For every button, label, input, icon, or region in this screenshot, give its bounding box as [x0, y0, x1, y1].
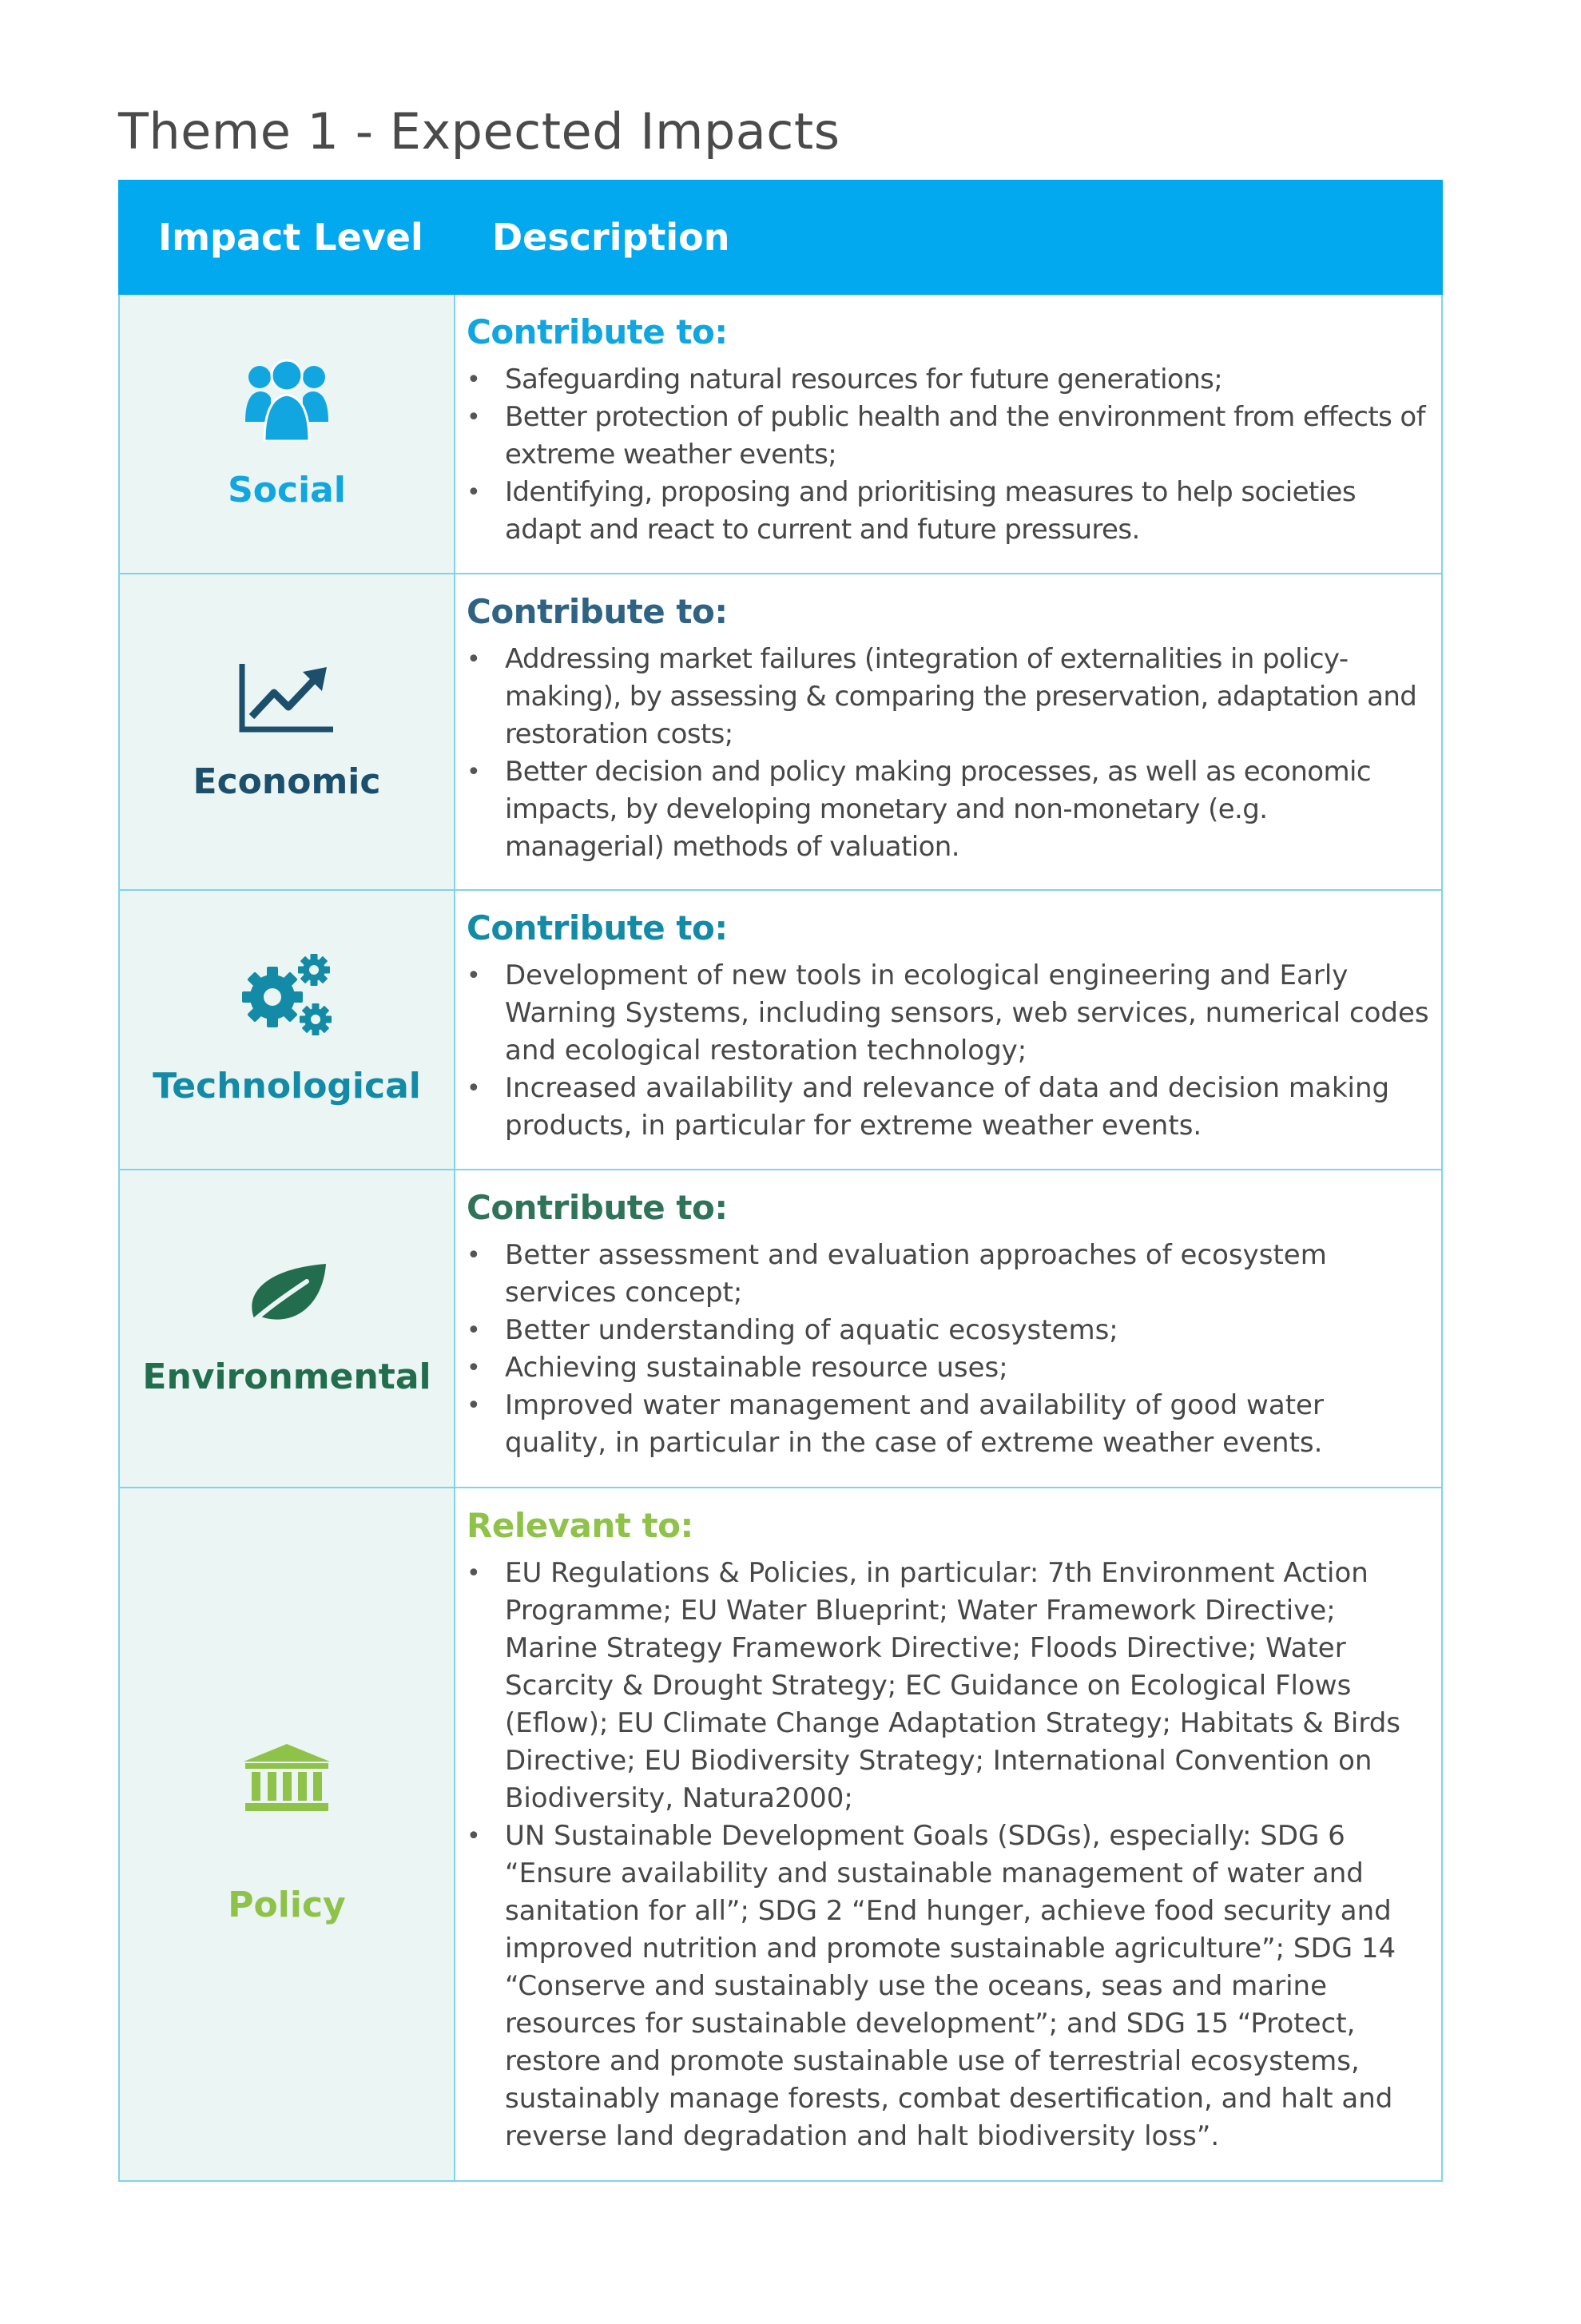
description-list: [467, 1237, 1430, 1462]
impact-description-cell: [455, 1170, 1442, 1488]
table-header-row: [119, 181, 1442, 294]
impact-level-cell: [119, 1488, 455, 2181]
list-item: • Increased availability and relevance of data and decision making products, in particular for extreme weather events.: [467, 1070, 1430, 1145]
list-item: • Addressing market failures (integration of externalities in policy-making), by assessing & comparing the preservation, adaptation and restoration costs;: [467, 641, 1430, 753]
header-impact-level: Impact Level: [119, 181, 455, 294]
list-item: • Achieving sustainable resource uses;: [467, 1349, 1430, 1387]
impact-level-label: Environmental: [142, 1356, 431, 1397]
impact-level-cell: [119, 294, 455, 574]
list-item: • Improved water management and availability of good water quality, in particular in the case of extreme weather events.: [467, 1387, 1430, 1462]
impact-level-cell: [119, 1170, 455, 1488]
impact-row-social: [119, 294, 1442, 574]
description-list: [467, 641, 1430, 866]
description-heading: Contribute to:: [467, 312, 728, 352]
impact-row-policy: [119, 1488, 1442, 2181]
description-list: [467, 361, 1430, 549]
list-item: • Identifying, proposing and prioritising measures to help societies adapt and react to current and future pressures.: [467, 474, 1430, 549]
description-list: [467, 1555, 1430, 2155]
impact-row-environmental: [119, 1170, 1442, 1488]
list-item: • Development of new tools in ecological engineering and Early Warning Systems, including sensors, web services, numerical codes and ecological restoration technology;: [467, 957, 1430, 1070]
header-description: Description: [455, 181, 1442, 294]
impact-level-label: Policy: [228, 1884, 346, 1925]
list-item: • Safeguarding natural resources for future generations;: [467, 361, 1430, 399]
description-heading: Contribute to:: [467, 1188, 728, 1227]
impact-level-cell: [119, 574, 455, 890]
impact-level-label: Technological: [153, 1065, 421, 1106]
list-item: • UN Sustainable Development Goals (SDGs), especially: SDG 6 “Ensure availability and sustainable management of water and sanitation for all”; SDG 2 “End hunger, achieve food security and improved nutrition and promote sustainable agriculture”; SDG 14 “Conserve and sustainably use the oceans, seas and marine resources for sustainable development”; and SDG 15 “Protect, restore and promote sustainable use of terrestrial ecosystems, sustainably manage forests, combat desertification, and halt and reverse land degradation and halt biodiversity loss”.: [467, 1817, 1430, 2155]
list-item: • Better understanding of aquatic ecosystems;: [467, 1312, 1430, 1349]
government-building-icon: [128, 1744, 446, 1814]
description-heading: Contribute to:: [467, 908, 728, 947]
impact-level-cell: [119, 890, 455, 1170]
impact-description-cell: [455, 890, 1442, 1170]
list-item: • EU Regulations & Policies, in particular: 7th Environment Action Programme; EU Water Blueprint; Water Framework Directive; Marine Strategy Framework Directive; Floods Directive; Water Scarcity & Drought Strategy; EC Guidance on Ecological Flows (Eflow); EU Climate Change Adaptation Strategy; Habitats & Birds Directive; EU Biodiversity Strategy; International Convention on Biodiversity, Natura2000;: [467, 1555, 1430, 1817]
impact-description-cell: [455, 1488, 1442, 2181]
impact-description-cell: [455, 574, 1442, 890]
leaf-icon: [128, 1261, 446, 1331]
impact-description-cell: [455, 294, 1442, 574]
list-item: • Better assessment and evaluation approaches of ecosystem services concept;: [467, 1237, 1430, 1312]
description-heading: Relevant to:: [467, 1506, 693, 1545]
impact-row-economic: [119, 574, 1442, 890]
impact-row-technological: [119, 890, 1442, 1170]
page-title: Theme 1 - Expected Impacts: [118, 102, 840, 161]
list-item: • Better protection of public health and the environment from effects of extreme weather events;: [467, 399, 1430, 474]
description-list: [467, 957, 1430, 1145]
people-group-icon: [128, 358, 446, 444]
list-item: • Better decision and policy making processes, as well as economic impacts, by developing monetary and non-monetary (e.g. managerial) methods of valuation.: [467, 753, 1430, 866]
gears-icon: [128, 954, 446, 1040]
impact-level-label: Social: [228, 469, 346, 510]
expected-impacts-table: [118, 180, 1443, 2182]
trending-chart-icon: [128, 662, 446, 736]
description-heading: Contribute to:: [467, 592, 728, 631]
impact-level-label: Economic: [193, 761, 381, 802]
